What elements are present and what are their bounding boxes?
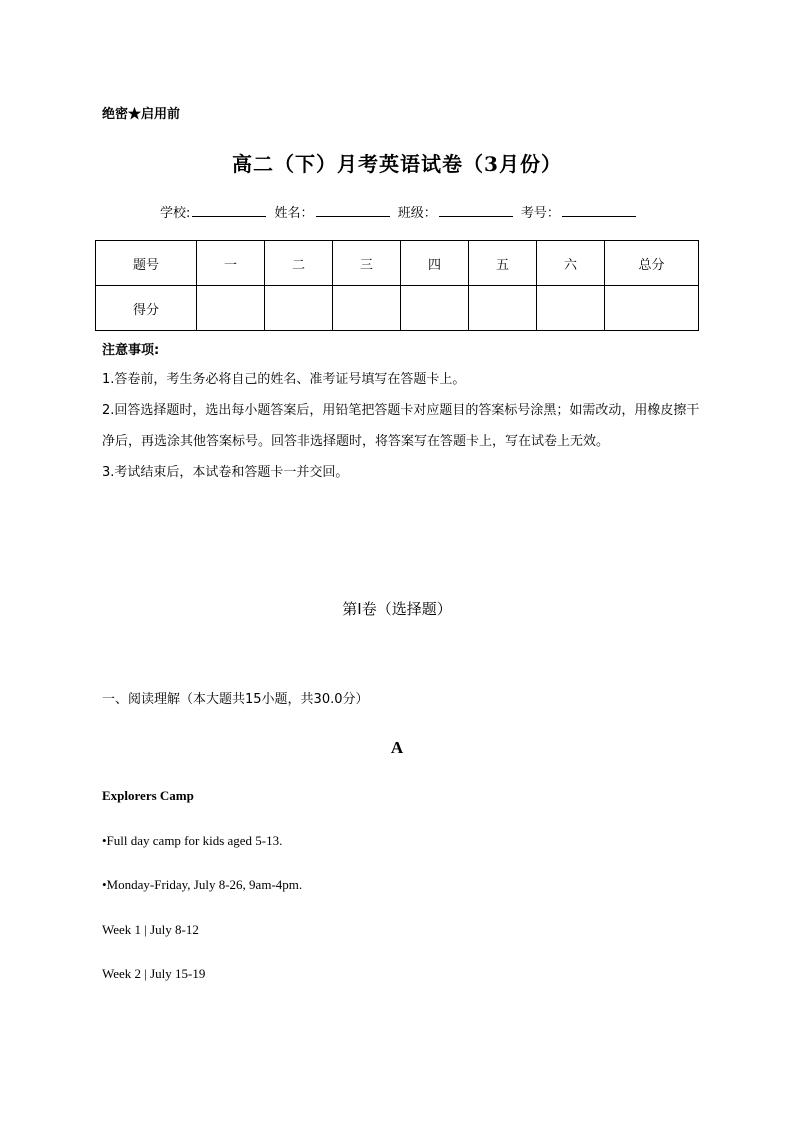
score-table-header-cell: 五 bbox=[469, 241, 537, 286]
score-table-header-cell: 总分 bbox=[605, 241, 699, 286]
number-label: 考号： bbox=[520, 206, 560, 221]
passage-letter: A bbox=[390, 738, 404, 757]
score-cell[interactable] bbox=[265, 286, 333, 331]
passage-title: Explorers Camp bbox=[102, 788, 194, 803]
score-cell[interactable] bbox=[401, 286, 469, 331]
number-blank[interactable] bbox=[562, 204, 636, 217]
passage-line: •Full day camp for kids aged 5-13. bbox=[102, 833, 283, 848]
name-blank[interactable] bbox=[316, 204, 390, 217]
passage-line: Week 1 | July 8-12 bbox=[102, 922, 199, 937]
part-title: 一、阅读理解（本大题共15小题，共30.0分） bbox=[102, 692, 369, 707]
school-label: 学校: bbox=[160, 206, 191, 221]
notice-item: 2.回答选择题时，选出每小题答案后，用铅笔把答题卡对应题目的答案标号涂黑；如需改动，用橡皮擦干净后，再选涂其他答案标号。回答非选择题时，将答案写在答题卡上，写在试卷上无效。 bbox=[102, 403, 700, 449]
score-cell[interactable] bbox=[333, 286, 401, 331]
notice-item: 3.考试结束后，本试卷和答题卡一并交回。 bbox=[102, 465, 349, 480]
notice-item: 1.答卷前，考生务必将自己的姓名、准考证号填写在答题卡上。 bbox=[102, 372, 466, 387]
score-table-score-row bbox=[96, 286, 699, 331]
passage-line: Week 2 | July 15-19 bbox=[102, 966, 206, 981]
passage-line: •Monday-Friday, July 8-26, 9am-4pm. bbox=[102, 877, 303, 892]
notice-title: 注意事项: bbox=[102, 343, 160, 358]
score-table-header-row bbox=[96, 241, 699, 286]
score-cell[interactable] bbox=[197, 286, 265, 331]
score-table-header-cell: 六 bbox=[537, 241, 605, 286]
score-table-header-cell: 三 bbox=[333, 241, 401, 286]
name-label: 姓名： bbox=[274, 206, 314, 221]
score-table-header-cell: 一 bbox=[197, 241, 265, 286]
score-table-header-cell: 二 bbox=[265, 241, 333, 286]
student-info-line bbox=[160, 202, 640, 221]
score-cell[interactable] bbox=[537, 286, 605, 331]
exam-title: 高二（下）月考英语试卷（3月份） bbox=[232, 152, 562, 176]
confidential-mark: 绝密★启用前 bbox=[102, 107, 181, 122]
score-table-header-cell: 题号 bbox=[96, 241, 197, 286]
score-row-label: 得分 bbox=[96, 286, 197, 331]
score-table bbox=[95, 240, 699, 331]
school-blank[interactable] bbox=[192, 204, 266, 217]
score-cell[interactable] bbox=[605, 286, 699, 331]
score-table-header-cell: 四 bbox=[401, 241, 469, 286]
class-blank[interactable] bbox=[439, 204, 513, 217]
score-cell[interactable] bbox=[469, 286, 537, 331]
section-title: 第I卷（选择题） bbox=[342, 600, 452, 618]
class-label: 班级： bbox=[397, 206, 437, 221]
